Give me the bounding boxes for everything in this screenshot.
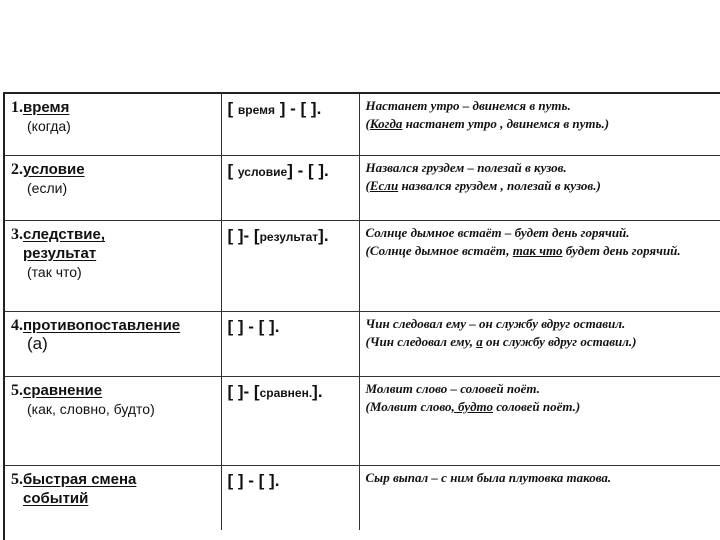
example-text: соловей поёт.): [492, 399, 581, 414]
sentence-scheme: [ ] - [ ].: [227, 471, 280, 490]
example-text: назвался груздем , полезай в кузов.): [398, 178, 601, 193]
scheme-word: условие: [237, 165, 288, 179]
syntax-table: [3, 92, 720, 540]
row-number: 4.: [11, 317, 23, 334]
example-cell: [359, 221, 720, 312]
scheme-cell: [221, 156, 359, 221]
example-cell: [359, 156, 720, 221]
conjunction-word: Если: [369, 178, 399, 193]
example-text: (: [365, 116, 370, 131]
conjunction-word: , будто: [451, 399, 493, 414]
example-text: настанет утро , двинемся в путь.): [402, 116, 610, 131]
sentence-scheme: [228, 225, 353, 248]
example-text: он службу вдруг оставил.): [482, 334, 637, 349]
example-text: (: [365, 178, 370, 193]
scheme-bracket: ].: [318, 226, 329, 245]
meaning-cell: [5, 466, 221, 531]
meaning-term: сравнение: [23, 382, 103, 399]
meaning-title: [11, 381, 215, 400]
table-row: [5, 377, 720, 466]
meaning-term-continued: событий: [23, 490, 89, 507]
example-sentence: Солнце дымное встаёт – будет день горячий.: [365, 225, 630, 240]
row-number: 5.: [11, 382, 23, 399]
meaning-term: быстрая смена: [23, 471, 137, 488]
conjunction-hint: (а): [27, 334, 48, 353]
example-text: будет день горячий.: [562, 243, 681, 258]
meaning-term: условие: [23, 161, 85, 178]
example-with-conjunction: [366, 333, 717, 350]
meaning-term: следствие,: [23, 226, 105, 243]
sentence-scheme: [228, 160, 353, 183]
sentence-scheme: [228, 381, 353, 404]
sentence-scheme: [228, 98, 353, 121]
complex-sentence-types-table: [5, 94, 720, 530]
row-number: 2.: [11, 161, 23, 178]
conjunction-hint: (как, словно, будто): [27, 401, 155, 417]
meaning-title: [11, 225, 215, 263]
example-cell: [359, 377, 720, 466]
example-sentence: Настанет утро – двинемся в путь.: [365, 98, 571, 113]
scheme-bracket: ] - [ ].: [279, 99, 322, 118]
table-row: [5, 221, 720, 312]
example-text: (Солнце дымное встаёт,: [365, 243, 513, 258]
sentence-scheme: [ ] - [ ].: [227, 317, 280, 336]
table-row: [5, 466, 720, 531]
scheme-cell: [221, 94, 359, 156]
example-cell: [359, 94, 720, 156]
example-with-conjunction: [366, 398, 717, 415]
meaning-term: противопоставление: [23, 317, 181, 334]
meaning-cell: [5, 312, 221, 377]
conjunction-hint: (когда): [27, 118, 71, 134]
conjunction-hint: (если): [27, 180, 68, 196]
conjunction-word: а: [476, 334, 483, 349]
table-row: [5, 94, 720, 156]
example-with-conjunction: [366, 115, 717, 132]
row-number: 1.: [11, 99, 23, 116]
example-sentence: Сыр выпал – с ним была плутовка такова.: [365, 470, 612, 485]
scheme-bracket: [: [227, 161, 234, 180]
table-row: [5, 312, 720, 377]
meaning-title: [11, 98, 215, 117]
scheme-cell: [221, 312, 359, 377]
meaning-title: [11, 316, 215, 335]
meaning-term: время: [23, 99, 70, 116]
meaning-cell: [5, 156, 221, 221]
example-with-conjunction: [366, 242, 717, 259]
scheme-word: результат: [259, 230, 319, 244]
meaning-title: [11, 160, 215, 179]
scheme-cell: [221, 221, 359, 312]
example-text: (Молвит слово: [365, 399, 452, 414]
conjunction-word: так что: [512, 243, 563, 258]
meaning-term-continued: результат: [23, 245, 97, 262]
example-text: (Чин следовал ему,: [365, 334, 477, 349]
example-with-conjunction: [366, 177, 717, 194]
scheme-bracket: ] - [ ].: [287, 161, 329, 180]
example-cell: [359, 312, 720, 377]
scheme-bracket: [ ]- [: [227, 382, 260, 401]
scheme-cell: [221, 466, 359, 531]
meaning-cell: [5, 94, 221, 156]
example-sentence: Чин следовал ему – он службу вдруг оставил.: [365, 316, 626, 331]
scheme-word: время: [237, 103, 276, 117]
meaning-title: [11, 470, 215, 508]
conjunction-hint: (так что): [27, 264, 82, 280]
row-number: 5.: [11, 471, 23, 488]
conjunction-word: Когда: [369, 116, 403, 131]
example-cell: [359, 466, 720, 531]
scheme-cell: [221, 377, 359, 466]
scheme-bracket: [ ]- [: [227, 226, 260, 245]
example-sentence: Назвался груздем – полезай в кузов.: [365, 160, 567, 175]
meaning-cell: [5, 221, 221, 312]
scheme-bracket: [: [227, 99, 234, 118]
example-sentence: Молвит слово – соловей поёт.: [365, 381, 540, 396]
meaning-cell: [5, 377, 221, 466]
table-row: [5, 156, 720, 221]
scheme-bracket: ].: [312, 382, 323, 401]
row-number: 3.: [11, 226, 23, 243]
scheme-word: сравнен.: [259, 386, 313, 400]
